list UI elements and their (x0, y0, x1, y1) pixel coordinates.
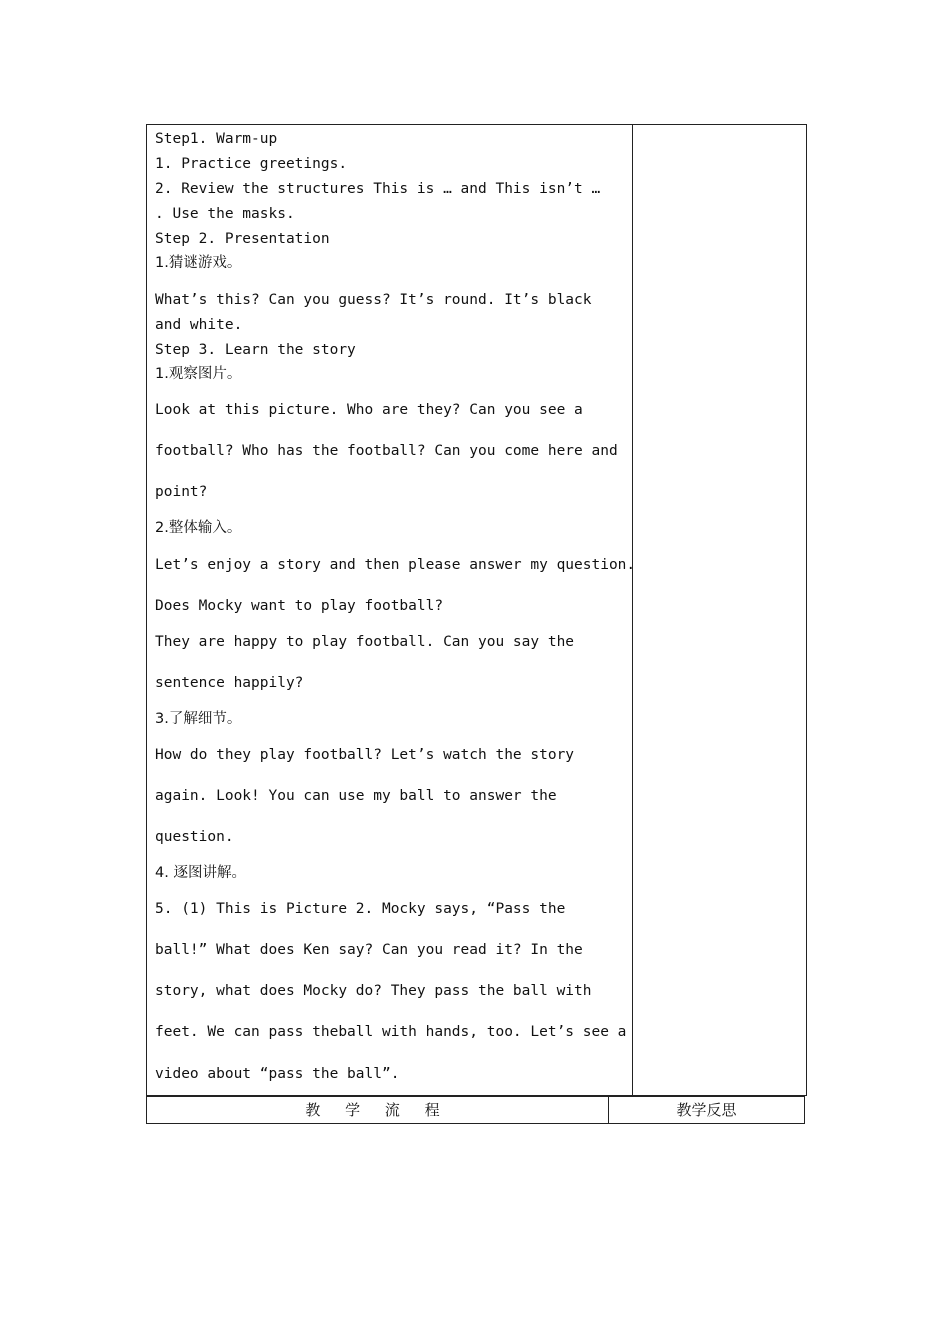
line-observe: 1.观察图片。 (155, 366, 242, 382)
line-step3: Step 3. Learn the story (155, 342, 356, 358)
line-black-white: and white. (155, 317, 243, 333)
line-review: 2. Review the structures This is … and This isn’t … (155, 181, 601, 197)
line-does-mocky: Does Mocky want to play football? (155, 598, 444, 614)
line-question: question. (155, 829, 234, 845)
line-pass-feet: story, what does Mocky do? They pass the ball with (155, 983, 592, 999)
reflection-cell (633, 125, 807, 1095)
lesson-table (146, 124, 807, 1096)
teaching-process-label: 教 学 流 程 (147, 1097, 609, 1123)
line-picture2: 5. (1) This is Picture 2. Mocky says, “Pass the (155, 901, 566, 917)
line-masks: . Use the masks. (155, 206, 295, 222)
line-greetings: 1. Practice greetings. (155, 156, 348, 172)
line-details: 3.了解细节。 (155, 711, 242, 727)
line-video: video about “pass the ball”. (155, 1066, 400, 1082)
teaching-process-cell (147, 125, 636, 1095)
line-explain: 4. 逐图讲解。 (155, 865, 246, 881)
line-ken-say: ball!” What does Ken say? Can you read it? In the (155, 942, 583, 958)
line-enjoy-story: Let’s enjoy a story and then please answer my question. (155, 557, 636, 573)
line-step1: Step1. Warm-up (155, 131, 278, 147)
line-step2: Step 2. Presentation (155, 231, 330, 247)
teaching-reflection-label: 教学反思 (676, 1101, 737, 1119)
line-riddle: 1.猜谜游戏。 (155, 255, 242, 271)
footer-row (146, 1096, 805, 1124)
line-again: again. Look! You can use my ball to answer the (155, 788, 557, 804)
line-whole-input: 2.整体输入。 (155, 520, 242, 536)
line-point: point? (155, 484, 208, 500)
line-how-play: How do they play football? Let’s watch the story (155, 747, 575, 763)
line-who-has: football? Who has the football? Can you come here and (155, 443, 618, 459)
line-happy: They are happy to play football. Can you say the (155, 634, 575, 650)
line-look-picture: Look at this picture. Who are they? Can you see a (155, 402, 583, 418)
line-whats-this: What’s this? Can you guess? It’s round. It’s black (155, 292, 592, 308)
line-hands: feet. We can pass theball with hands, too. Let’s see a (155, 1024, 627, 1040)
line-happily: sentence happily? (155, 675, 304, 691)
